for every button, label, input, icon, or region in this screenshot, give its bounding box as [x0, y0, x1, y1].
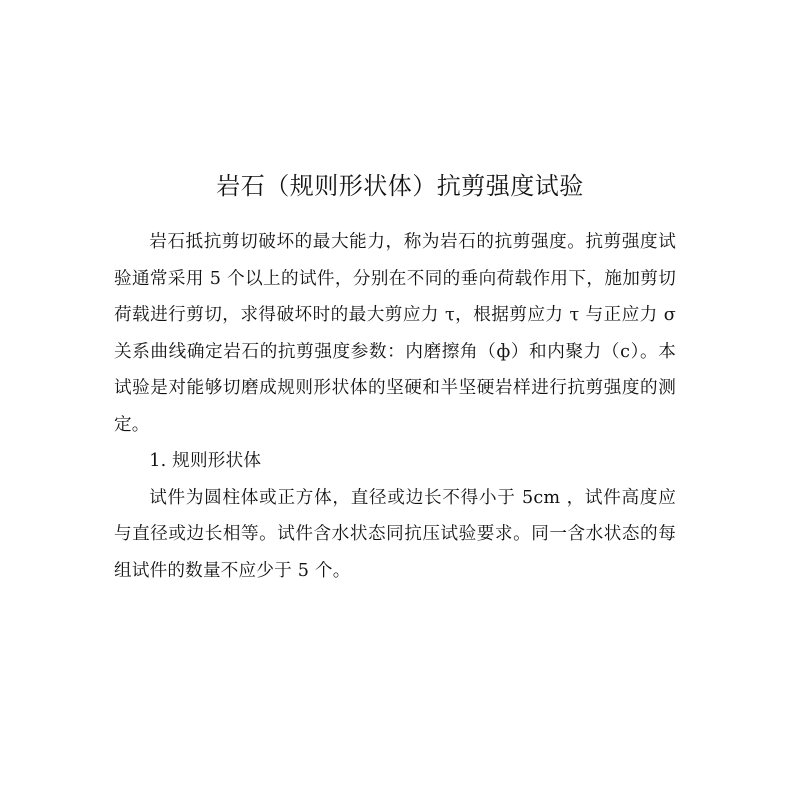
section-paragraph: 试件为圆柱体或正方体，直径或边长不得小于 5cm ，试件高度应与直径或边长相等。试件含水状态同抗压试验要求。同一含水状态的每组试件的数量不应少于 5 个。: [114, 487, 676, 581]
document-body: [114, 224, 676, 589]
intro-paragraph: 岩石抵抗剪切破坏的最大能力，称为岩石的抗剪强度。抗剪强度试验通常采用 5 个以上的试件，分别在不同的垂向荷载作用下，施加剪切荷载进行剪切，求得破坏时的最大剪应力 τ，根据剪应力 τ 与正应力 σ 关系曲线确定岩石的抗剪强度参数：内磨擦角（ф）和内聚力（c）。本试验是对能够切磨成规则形状体的坚硬和半坚硬岩样进行抗剪强度的测定。: [114, 232, 676, 435]
section-heading: 1. 规则形状体: [149, 451, 262, 471]
document-title: 岩石（规则形状体）抗剪强度试验: [216, 172, 584, 200]
